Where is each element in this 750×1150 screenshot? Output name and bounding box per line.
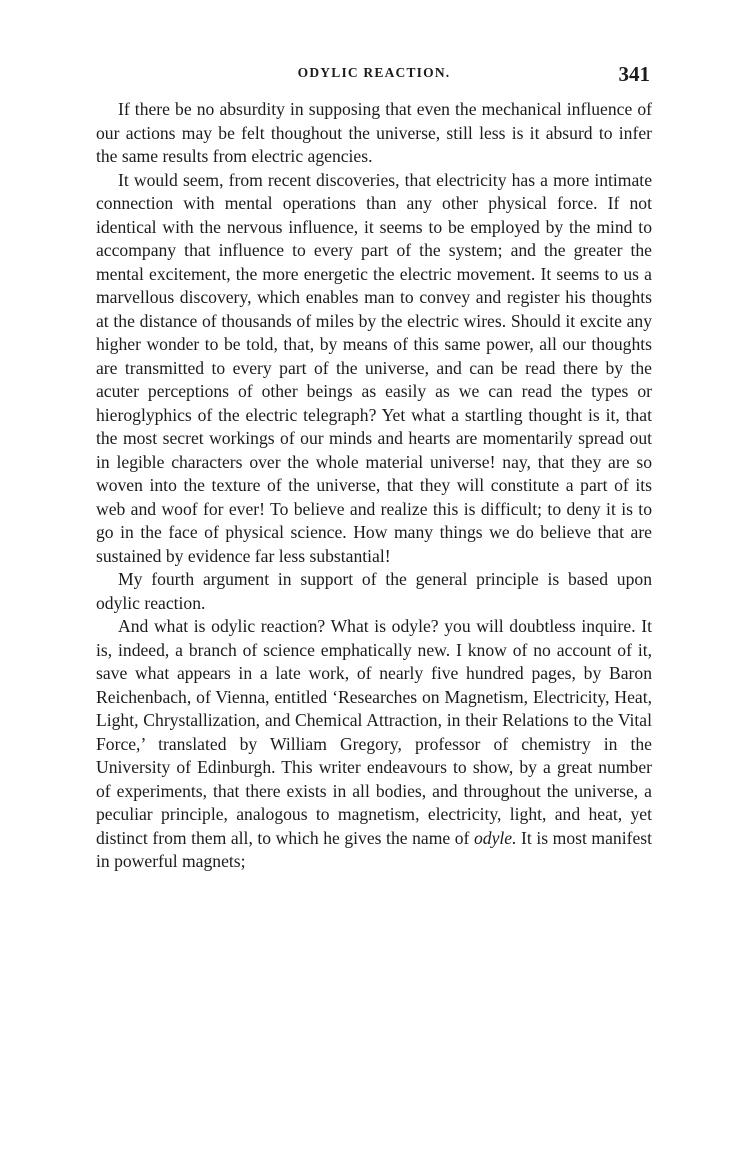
page-number: 341 [618, 62, 650, 86]
odylic-text-part1: And what is odylic reaction? What is odyle? you will doubtless inquire. It is, indeed, a branch of science emphatically new. I know of no account of it, save what appears in a late work, of nearly five hundred pages, by Baron Reichenbach, of Vienna, entitled ‘Researches on Magnetism, Electricity, Heat, Light, Chrystallization, and Chemical Attraction, in their Relations to the Vital Force,’ translated by William Gregory, professor of chemistry in the University of Edinburgh. This writer endeavours to show, by a great number of experiments, that there exists in all bodies, and throughout the universe, a peculiar principle, analogous to magnetism, electricity, light, and heat, yet distinct from them all, to which he gives the name of [96, 616, 652, 848]
paragraph-electricity-thought: It would seem, from recent discoveries, that electricity has a more intimate connection with mental operations than any other physical force. If not identical with the nervous influence, it seems to be employed by the mind to accompany that influence to every part of the system; and the greater the mental excitement, the more energetic the electric movement. It seems to us a marvellous discovery, which enables man to convey and register his thoughts at the distance of thousands of miles by the electric wires. Should it excite any higher wonder to be told, that, by means of this same power, all our thoughts are transmitted to every part of the universe, and can be read there by the acuter perceptions of other beings as easily as we can read the types or hieroglyphics of the electric telegraph? Yet what a startling thought is it, that the most secret workings of our minds and hearts are momentarily spread out in legible characters over the whole material universe! nay, that they are so woven into the texture of the universe, that they will constitute a part of its web and woof for ever! To believe and realize this is difficult; to deny it is to go in the face of physical science. How many things we do believe that are sustained by evidence far less substantial! [96, 169, 652, 566]
paragraph-electric-agencies: If there be no absurdity in supposing that even the mechanical influence of our actions may be felt thoughout the universe, still less is it absurd to infer the same results from electric agencies. [96, 99, 652, 166]
odylic-text-part2: It is most manifest in powerful magnets; [96, 827, 652, 871]
running-header [96, 62, 652, 86]
paragraph-fourth-argument: My fourth argument in support of the general principle is based upon odylic reaction. [96, 569, 652, 613]
odyle-term: odyle. [473, 827, 517, 848]
paragraph-odylic-reaction [96, 615, 652, 874]
body-text [96, 98, 652, 874]
running-title: ODYLIC REACTION. [297, 65, 451, 80]
